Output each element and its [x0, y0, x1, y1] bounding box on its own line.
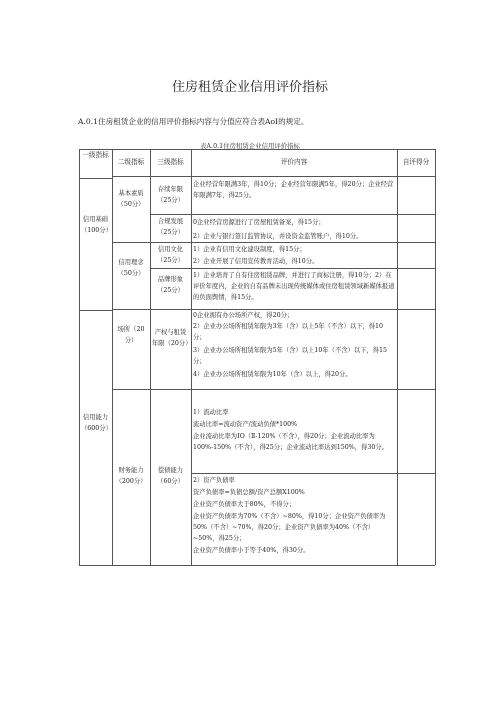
header-level2: 二级指标: [117, 158, 145, 166]
content-debt-rule-1: 企业资产负债率大于80%，不得分；: [193, 501, 296, 508]
document-title: 住房租赁企业信用评价指标: [171, 80, 328, 95]
header-self-score: 自评得分: [402, 158, 430, 166]
header-level3: 三级指标: [157, 158, 184, 166]
level2-basic-quality: 基本素质（50分）: [117, 190, 145, 208]
content-culture-1: 1）企业有信用文化建设制度，得15分；: [193, 246, 306, 253]
level1-credit-basis: 信用基础（100分）: [81, 216, 112, 234]
content-property-2: 2）企业办公场所租赁年限为3年（含）以上5年（不含）以下，得10分；: [193, 323, 384, 341]
content-property-3: 3）企业办公场所租赁年限为5年（含）以上10年（不含）以下，得15分；: [193, 347, 388, 365]
content-debt-rule-2: 企业资产负债率为70%（不含）~80%，得10分；企业资产负债率为50%（不含）~70%，得20分；企业资产负债率为40%（不含）~50%，得25分；: [193, 513, 386, 542]
content-debt-rule-3: 企业资产负债率小于等于40%，得30分。: [193, 547, 310, 554]
level1-credit-capacity: 信用能力（600分）: [81, 414, 112, 432]
content-property-1: 0企业拥有办公场所产权，得20分；: [193, 312, 294, 319]
header-content: 评价内容: [280, 158, 308, 166]
intro-paragraph: A.0.1住房租赁企业的信用评价指标内容与分值应符合表AoI的规定。: [78, 117, 309, 126]
content-culture-2: 2）企业开展了信用宣传教育活动，得10分。: [193, 258, 319, 265]
content-property-4: 4）企业办公场所租赁年限为10年（含）以上，得20分。: [193, 371, 352, 378]
content-debt-title: 2）资产负债率: [193, 477, 235, 484]
content-compliance-1: 0企业经营房源进行了房屋租赁备案，得15分；: [193, 219, 325, 226]
level3-years: 存续年限（25分）: [157, 186, 184, 204]
content-brand: 1）企业培育了自有住房租赁品牌，并进行了商标注册，得10分；2）在评价年度内，企业的自有品牌未出现传统媒体或住房租赁领域新媒体报道的负面舆情，得15分。: [193, 272, 395, 301]
level3-brand: 品牌形象（25分）: [157, 276, 184, 294]
table-caption: 表A.0.1住房租赁企业信用评价指标: [200, 142, 300, 150]
level3-culture: 信用文化（25分）: [157, 246, 184, 264]
level3-compliance: 合规发展（25分）: [157, 218, 184, 236]
evaluation-table: [79, 149, 435, 565]
level2-credit-philosophy: 信用理念（50分）: [117, 259, 145, 277]
content-compliance-2: 2）企业与银行签订监管协议，并设资金监管账户，得10分。: [193, 233, 363, 240]
level3-property-lease: 产权与租赁年限（20分）: [152, 329, 192, 347]
level2-site: 场所（20分）: [117, 326, 145, 344]
header-level1: 一级指标: [82, 151, 109, 159]
level2-financial-capacity: 财务能力（200分）: [115, 467, 147, 485]
content-liquidity-formula: 流动比率=流动资产/流动负债*100%: [193, 421, 298, 428]
content-liquidity-title: 1）流动比率: [193, 409, 229, 416]
content-liquidity-rule: 企业流动比率为IO（Ⅱ-120%（不含），得20分；企业流动比率为100%-150%（不含），得25分；企业流动比率达到150%，得30分。: [193, 433, 388, 451]
level3-debt-capacity: 偿债能力（60分）: [157, 467, 184, 485]
content-years: 企业经营年限满3年，得10分；企业经营年限满5年，得20分；企业经营年限满7年，得25分。: [193, 181, 394, 199]
content-debt-formula: 资产负债率=负债总额/资产总额X100%: [193, 489, 305, 496]
